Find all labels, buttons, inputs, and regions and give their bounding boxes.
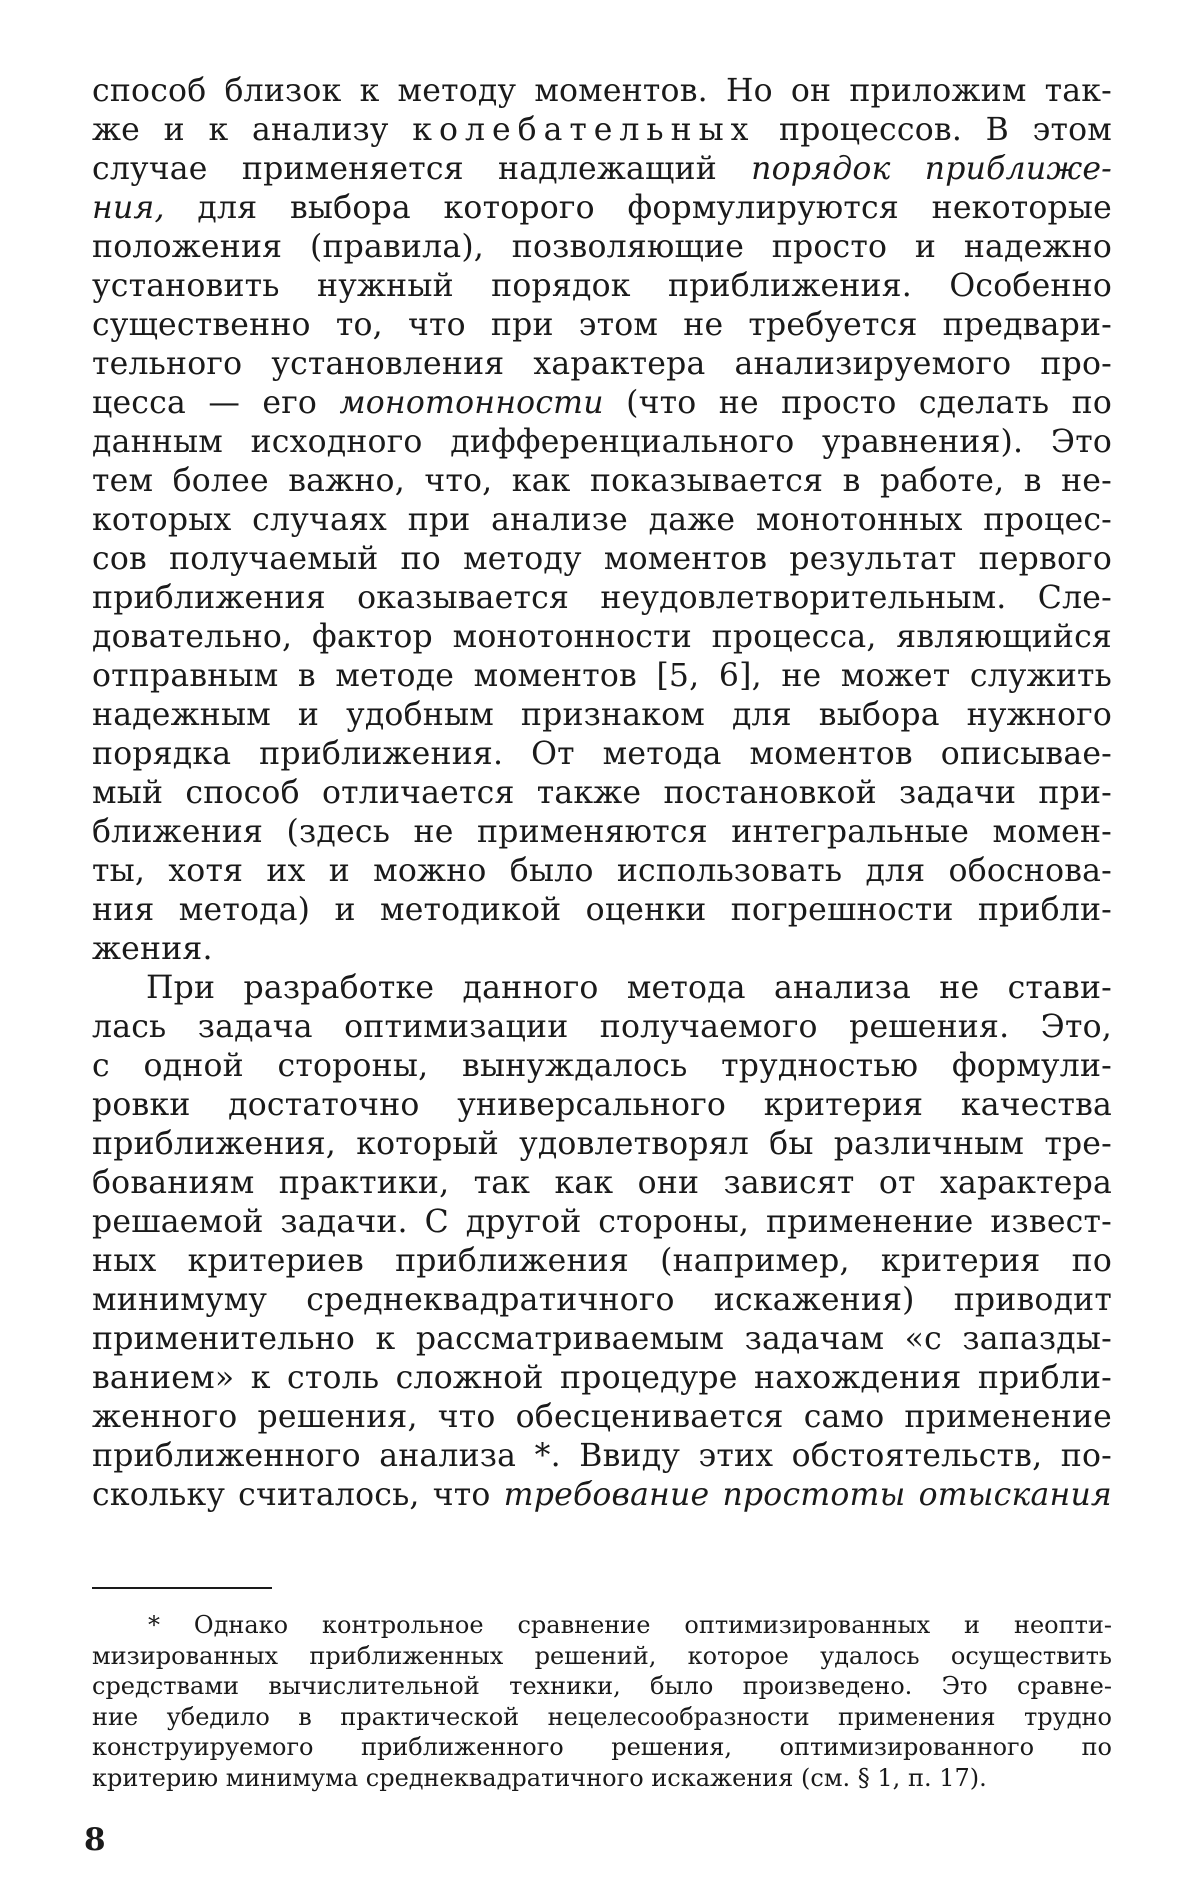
text-line: мый способ отличается также постановкой задачи при- [92, 775, 1112, 811]
text-line: отправным в методе моментов [5, 6], не может служить [92, 658, 1112, 694]
footnote-line: средствами вычислительной техники, было произведено. Это сравне- [92, 1672, 1112, 1700]
text-line: с одной стороны, вынуждалось трудностью формули- [92, 1048, 1112, 1084]
footnote-line: ние убедило в практической нецелесообразности применения трудно [92, 1702, 1112, 1731]
text-line: ванием» к столь сложной процедуре нахождения прибли- [92, 1360, 1112, 1396]
text-line: установить нужный порядок приближения. Особенно [92, 268, 1112, 304]
text-line: цесса — его монотонности (что не просто сделать по [92, 385, 1112, 421]
footnote-divider [92, 1587, 272, 1589]
footnote-line: конструируемого приближенного решения, оптимизированного по [92, 1733, 1112, 1761]
italic-emphasis: монотонности [339, 385, 604, 421]
text-line: жения. [92, 931, 213, 967]
text-line: случае применяется надлежащий порядок приближе- [92, 151, 1112, 187]
main-text [92, 72, 1112, 1515]
text-line: скольку считалось, что требование простоты отыскания [92, 1477, 1112, 1513]
text-line: ты, хотя их и можно было использовать для обоснова- [92, 853, 1112, 889]
footnote [92, 1610, 1112, 1793]
footnote-line: критерию минимума среднеквадратичного искажения (см. § 1, п. 17). [92, 1763, 987, 1792]
text-line: способ близок к методу моментов. Но он приложим так- [92, 73, 1112, 109]
text-line: сов получаемый по методу моментов результат первого [92, 541, 1112, 577]
text-line: ровки достаточно универсального критерия качества [92, 1087, 1112, 1123]
text-line: бованиям практики, так как они зависят от характера [92, 1165, 1112, 1201]
text-line: женного решения, что обесценивается само применение [92, 1399, 1112, 1435]
text-line: довательно, фактор монотонности процесса, являющийся [92, 619, 1112, 655]
text-line: минимуму среднеквадратичного искажения) приводит [92, 1282, 1112, 1318]
italic-emphasis: порядок приближе- [751, 151, 1112, 187]
text-line: порядка приближения. От метода моментов описывае- [92, 736, 1112, 772]
footnote-line: мизированных приближенных решений, которое удалось осуществить [92, 1641, 1112, 1670]
text-line: тельного установления характера анализируемого про- [92, 346, 1112, 382]
italic-emphasis: ния, [92, 190, 165, 226]
text-line: ных критериев приближения (например, критерия по [92, 1243, 1112, 1279]
text-line: ближения (здесь не применяются интегральные момен- [92, 814, 1112, 850]
spaced-emphasis: колебательных [412, 112, 756, 148]
text-line: ния, для выбора которого формулируются некоторые [92, 190, 1112, 226]
text-line: лась задача оптимизации получаемого решения. Это, [92, 1009, 1112, 1045]
text-line: приближения оказывается неудовлетворительным. Сле- [92, 580, 1112, 616]
text-line: надежным и удобным признаком для выбора нужного [92, 697, 1112, 733]
text-line: тем более важно, что, как показывается в работе, в не- [92, 463, 1112, 499]
text-line: применительно к рассматриваемым задачам «с запазды- [92, 1321, 1112, 1357]
text-line: решаемой задачи. С другой стороны, применение извест- [92, 1204, 1112, 1240]
text-line: существенно то, что при этом не требуется предвари- [92, 307, 1112, 343]
text-line: приближенного анализа *. Ввиду этих обстоятельств, по- [92, 1438, 1112, 1474]
paragraph-start-line: При разработке данного метода анализа не стави- [146, 970, 1112, 1006]
text-line: приближения, который удовлетворял бы различным тре- [92, 1126, 1112, 1162]
page-number: 8 [84, 1822, 106, 1858]
text-line: данным исходного дифференциального уравнения). Это [92, 424, 1112, 460]
text-line: же и к анализу колебательных процессов. В этом [92, 112, 1112, 148]
text-line: ния метода) и методикой оценки погрешности прибли- [92, 892, 1112, 928]
footnote-line: * Однако контрольное сравнение оптимизированных и неопти- [148, 1611, 1112, 1639]
text-line: которых случаях при анализе даже монотонных процес- [92, 502, 1112, 538]
text-line: положения (правила), позволяющие просто и надежно [92, 229, 1112, 265]
italic-emphasis: требование простоты отыскания [503, 1477, 1112, 1513]
